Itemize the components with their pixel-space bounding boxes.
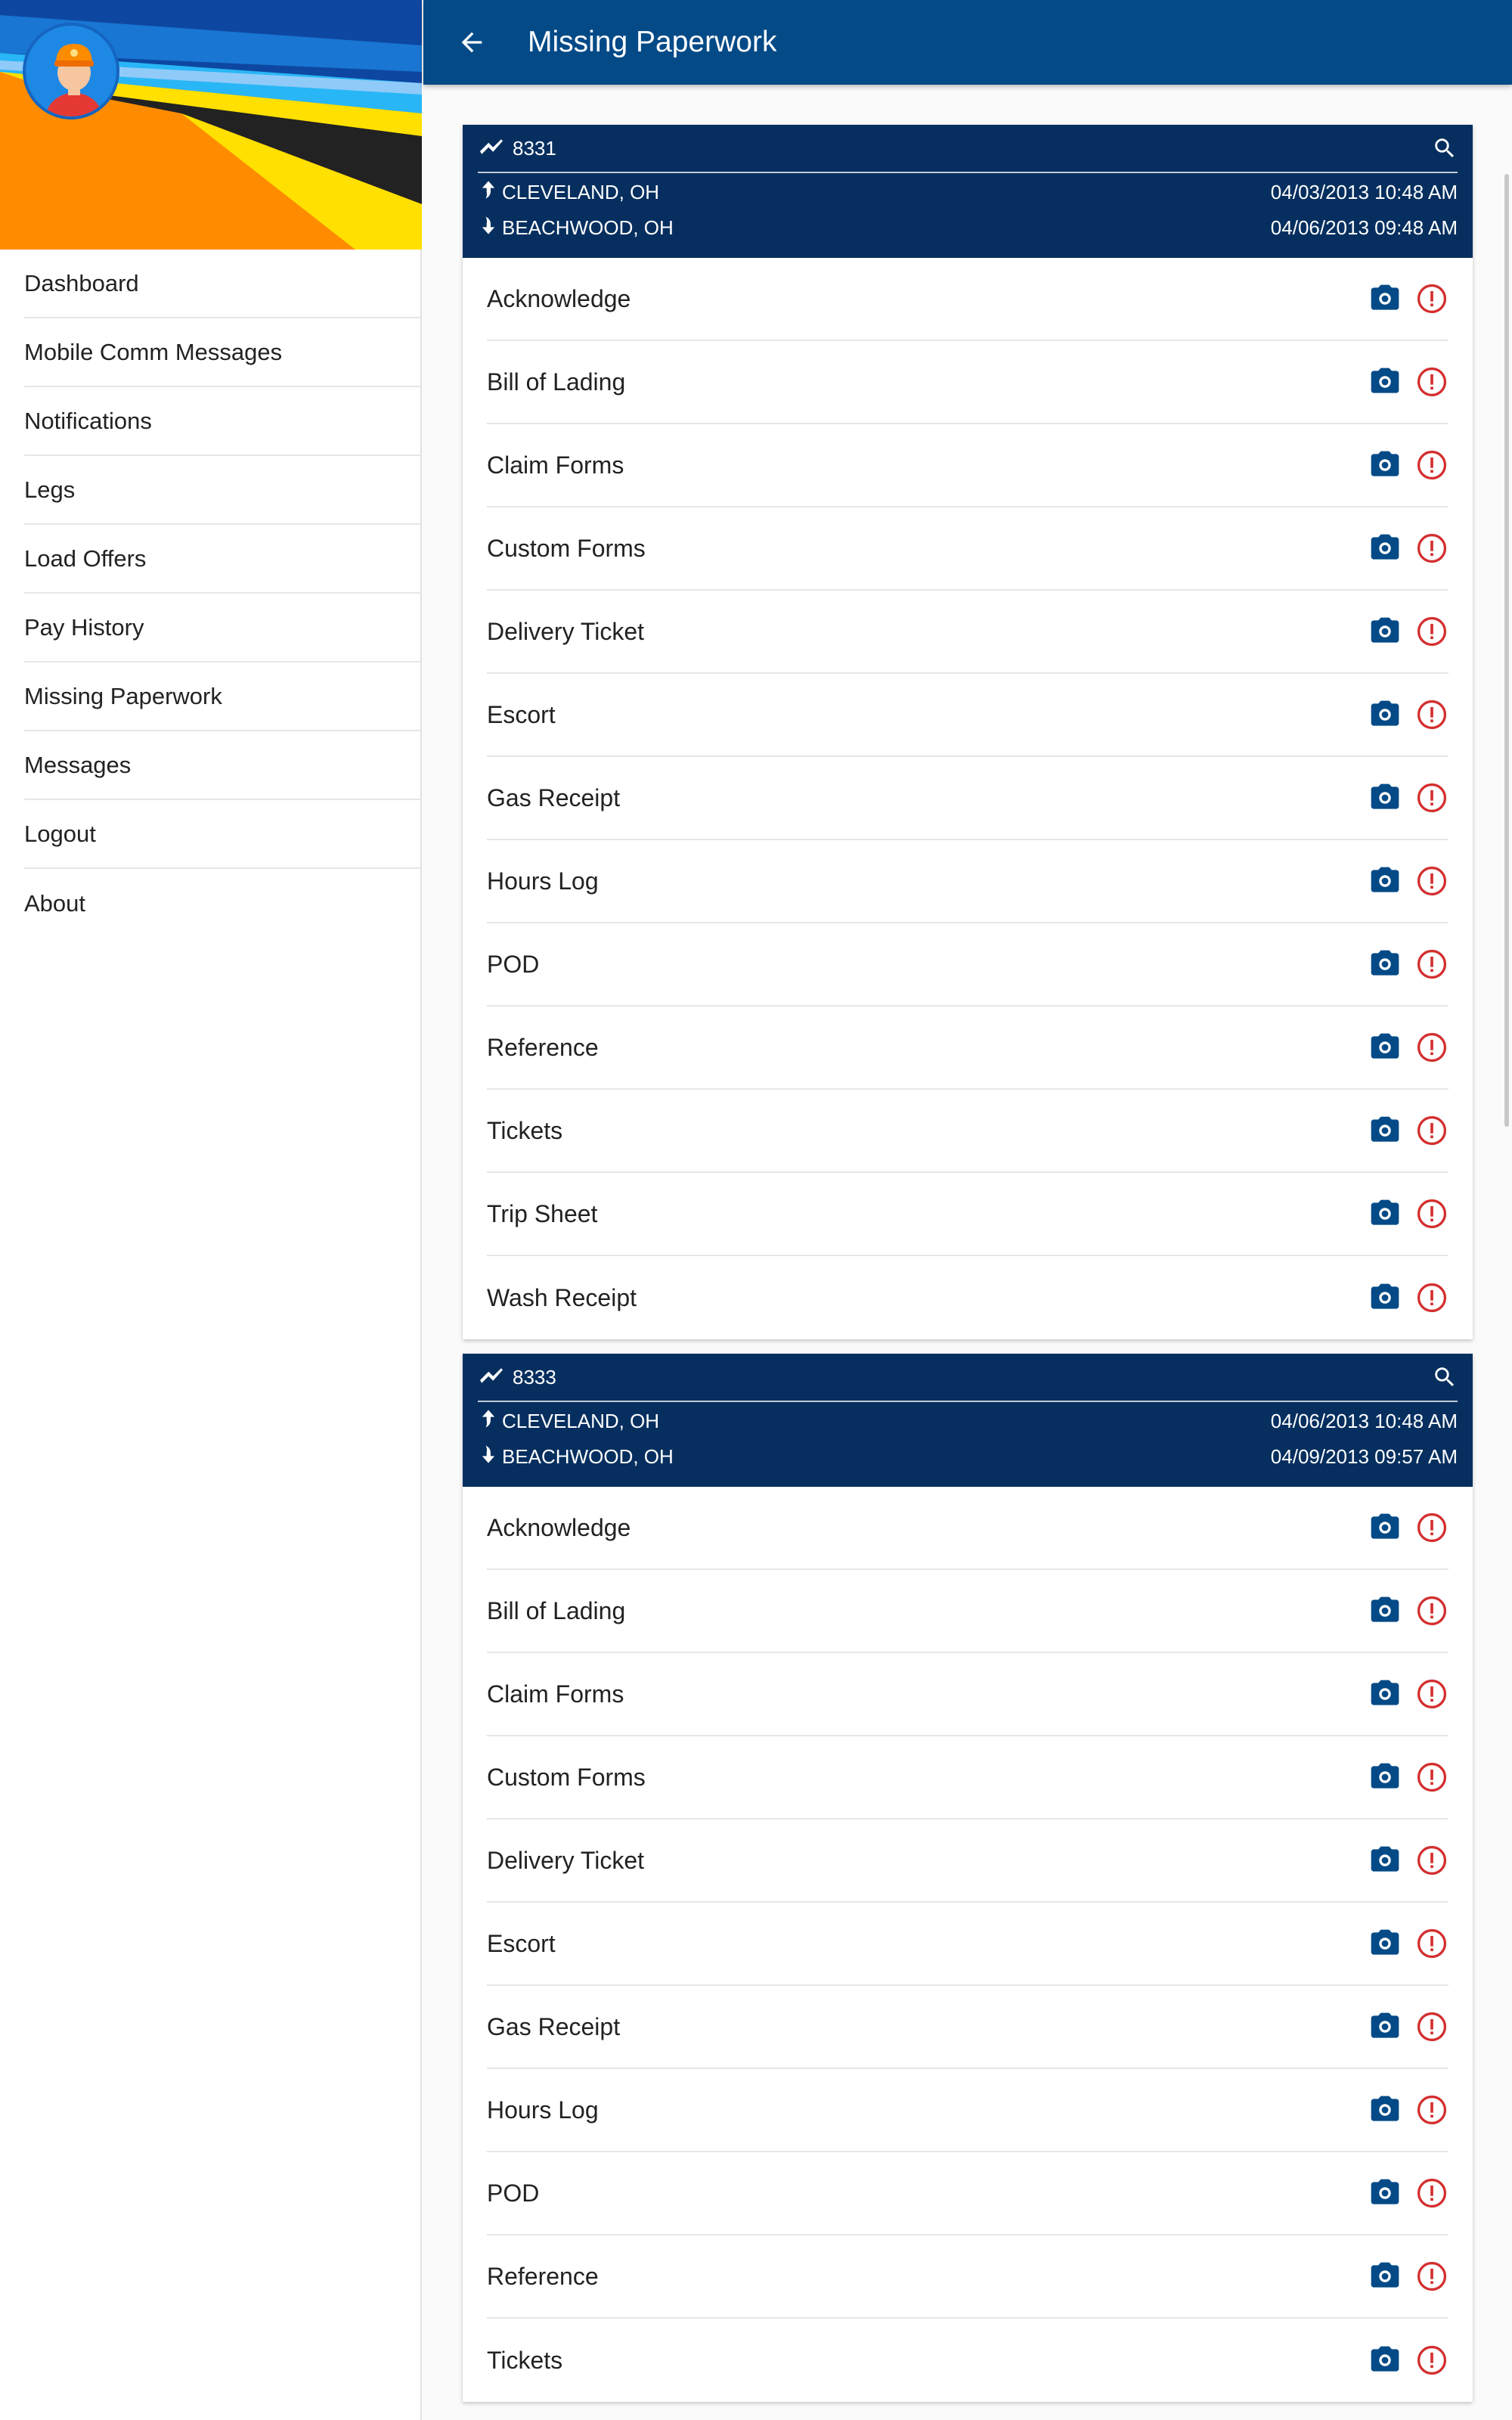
document-label: Wash Receipt xyxy=(487,1283,637,1311)
load-card xyxy=(463,1354,1473,2402)
document-label: Acknowledge xyxy=(487,1513,631,1541)
alert-icon[interactable] xyxy=(1415,448,1448,482)
document-label: Claim Forms xyxy=(487,1680,624,1708)
camera-icon[interactable] xyxy=(1368,1197,1402,1230)
alert-icon[interactable] xyxy=(1415,1197,1448,1230)
document-label: Escort xyxy=(487,1929,556,1957)
destination-city: BEACHWOOD, OH xyxy=(502,1444,674,1468)
app-bar xyxy=(423,0,1512,85)
document-row xyxy=(487,757,1448,840)
camera-icon[interactable] xyxy=(1368,2093,1402,2127)
document-label: Claim Forms xyxy=(487,451,624,479)
search-icon[interactable] xyxy=(1432,135,1458,161)
document-actions xyxy=(1368,282,1448,315)
load-number: 8333 xyxy=(513,1365,556,1388)
load-number: 8331 xyxy=(513,136,556,160)
delivery-arrow-icon xyxy=(478,1442,499,1472)
document-row xyxy=(487,258,1448,341)
document-row xyxy=(487,1986,1448,2069)
document-actions xyxy=(1368,1844,1448,1877)
document-row xyxy=(487,424,1448,507)
document-label: Delivery Ticket xyxy=(487,617,645,645)
alert-icon[interactable] xyxy=(1415,698,1448,731)
nav-item-notifications[interactable]: Notifications xyxy=(24,387,420,456)
origin-date: 04/03/2013 10:48 AM xyxy=(1270,180,1458,203)
alert-icon[interactable] xyxy=(1415,2260,1448,2293)
camera-icon[interactable] xyxy=(1368,1844,1402,1877)
document-row xyxy=(487,2319,1448,2402)
camera-icon[interactable] xyxy=(1368,1114,1402,1147)
document-label: Hours Log xyxy=(487,2096,599,2124)
destination-row xyxy=(478,210,1458,245)
document-actions xyxy=(1368,781,1448,814)
document-row xyxy=(487,840,1448,923)
document-row xyxy=(487,1173,1448,1256)
document-label: Reference xyxy=(487,1033,599,1061)
document-label: Trip Sheet xyxy=(487,1199,598,1227)
document-row xyxy=(487,1653,1448,1736)
alert-icon[interactable] xyxy=(1415,2344,1448,2377)
document-label: POD xyxy=(487,2179,540,2207)
load-number-row xyxy=(478,1354,1458,1402)
camera-icon[interactable] xyxy=(1368,2010,1402,2043)
alert-icon[interactable] xyxy=(1415,1031,1448,1064)
document-actions xyxy=(1368,2260,1448,2293)
document-row xyxy=(487,1736,1448,1820)
nav-item-messages[interactable]: Messages xyxy=(24,731,420,800)
load-number-row xyxy=(478,125,1458,173)
document-row xyxy=(487,591,1448,674)
search-icon[interactable] xyxy=(1432,1364,1458,1390)
document-label: Tickets xyxy=(487,2346,563,2374)
camera-icon[interactable] xyxy=(1368,2344,1402,2377)
document-actions xyxy=(1368,448,1448,482)
document-actions xyxy=(1368,864,1448,898)
camera-icon[interactable] xyxy=(1368,282,1402,315)
destination-date: 04/06/2013 09:48 AM xyxy=(1270,216,1458,239)
page-title: Missing Paperwork xyxy=(528,26,777,58)
document-row xyxy=(487,1820,1448,1903)
alert-icon[interactable] xyxy=(1415,1844,1448,1877)
document-actions xyxy=(1368,1281,1448,1314)
document-row xyxy=(487,341,1448,424)
document-list xyxy=(463,1487,1473,2402)
load-card-header[interactable] xyxy=(463,125,1473,258)
document-row xyxy=(487,1903,1448,1986)
nav-item-about[interactable]: About xyxy=(24,889,86,917)
nav-item-load-offers[interactable]: Load Offers xyxy=(24,525,420,594)
camera-icon[interactable] xyxy=(1368,1031,1402,1064)
alert-icon[interactable] xyxy=(1415,365,1448,399)
nav-item-pay-history[interactable]: Pay History xyxy=(24,594,420,662)
camera-icon[interactable] xyxy=(1368,1281,1402,1314)
document-actions xyxy=(1368,532,1448,565)
document-label: Delivery Ticket xyxy=(487,1846,645,1874)
document-actions xyxy=(1368,698,1448,731)
document-actions xyxy=(1368,615,1448,648)
document-label: Gas Receipt xyxy=(487,783,621,811)
alert-icon[interactable] xyxy=(1415,282,1448,315)
arrow-back-icon xyxy=(457,27,487,57)
document-actions xyxy=(1368,1031,1448,1064)
camera-icon[interactable] xyxy=(1368,532,1402,565)
document-row xyxy=(487,1570,1448,1653)
document-actions xyxy=(1368,1114,1448,1147)
alert-icon[interactable] xyxy=(1415,2010,1448,2043)
load-card-header[interactable] xyxy=(463,1354,1473,1487)
document-label: POD xyxy=(487,950,540,978)
document-actions xyxy=(1368,1197,1448,1230)
alert-icon[interactable] xyxy=(1415,1114,1448,1147)
back-button[interactable] xyxy=(423,0,520,85)
load-card xyxy=(463,125,1473,1339)
camera-icon[interactable] xyxy=(1368,1927,1402,1960)
alert-icon[interactable] xyxy=(1415,1761,1448,1794)
document-row xyxy=(487,2069,1448,2152)
alert-icon[interactable] xyxy=(1415,1677,1448,1711)
pickup-arrow-icon xyxy=(478,178,499,207)
document-actions xyxy=(1368,2344,1448,2377)
document-actions xyxy=(1368,1677,1448,1711)
document-actions xyxy=(1368,1594,1448,1627)
document-actions xyxy=(1368,2093,1448,2127)
document-label: Custom Forms xyxy=(487,1763,646,1791)
document-label: Hours Log xyxy=(487,867,599,895)
alert-icon[interactable] xyxy=(1415,2093,1448,2127)
user-avatar[interactable] xyxy=(23,23,119,119)
content-area xyxy=(423,85,1512,2420)
document-row xyxy=(487,674,1448,757)
document-row xyxy=(487,2152,1448,2235)
document-label: Custom Forms xyxy=(487,534,646,562)
alert-icon[interactable] xyxy=(1415,948,1448,981)
camera-icon[interactable] xyxy=(1368,365,1402,399)
nav-item-missing-paperwork[interactable]: Missing Paperwork xyxy=(24,662,420,731)
document-actions xyxy=(1368,2010,1448,2043)
destination-city: BEACHWOOD, OH xyxy=(502,216,674,239)
destination-date: 04/09/2013 09:57 AM xyxy=(1270,1444,1458,1468)
camera-icon[interactable] xyxy=(1368,948,1402,981)
document-label: Acknowledge xyxy=(487,284,631,312)
trending-icon xyxy=(478,1362,505,1393)
alert-icon[interactable] xyxy=(1415,1281,1448,1314)
document-row xyxy=(487,2235,1448,2319)
nav-item-logout[interactable]: Logout xyxy=(24,800,420,869)
document-label: Reference xyxy=(487,2262,599,2290)
camera-icon[interactable] xyxy=(1368,1594,1402,1627)
origin-row xyxy=(478,1404,1458,1438)
document-actions xyxy=(1368,365,1448,399)
document-row xyxy=(487,1256,1448,1339)
navigation-drawer xyxy=(0,0,422,2420)
alert-icon[interactable] xyxy=(1415,615,1448,648)
alert-icon[interactable] xyxy=(1415,781,1448,814)
document-list xyxy=(463,258,1473,1339)
alert-icon[interactable] xyxy=(1415,864,1448,898)
origin-row xyxy=(478,175,1458,209)
document-row xyxy=(487,1007,1448,1090)
document-label: Bill of Lading xyxy=(487,368,626,396)
document-actions xyxy=(1368,948,1448,981)
document-row xyxy=(487,1487,1448,1570)
origin-city: CLEVELAND, OH xyxy=(502,180,660,203)
alert-icon[interactable] xyxy=(1415,1511,1448,1544)
document-row xyxy=(487,507,1448,591)
document-actions xyxy=(1368,1511,1448,1544)
camera-icon[interactable] xyxy=(1368,1511,1402,1544)
destination-row xyxy=(478,1439,1458,1474)
alert-icon[interactable] xyxy=(1415,1594,1448,1627)
document-label: Escort xyxy=(487,700,556,728)
origin-date: 04/06/2013 10:48 AM xyxy=(1270,1409,1458,1432)
camera-icon[interactable] xyxy=(1368,1677,1402,1711)
camera-icon[interactable] xyxy=(1368,781,1402,814)
document-label: Gas Receipt xyxy=(487,2012,621,2040)
scrollbar[interactable] xyxy=(1504,174,1509,1127)
document-label: Tickets xyxy=(487,1116,563,1144)
document-label: Bill of Lading xyxy=(487,1596,626,1624)
nav-item-dashboard[interactable]: Dashboard xyxy=(24,250,420,318)
document-actions xyxy=(1368,1761,1448,1794)
camera-icon[interactable] xyxy=(1368,1761,1402,1794)
alert-icon[interactable] xyxy=(1415,532,1448,565)
document-row xyxy=(487,1090,1448,1173)
document-row xyxy=(487,923,1448,1007)
camera-icon[interactable] xyxy=(1368,698,1402,731)
alert-icon[interactable] xyxy=(1415,1927,1448,1960)
trending-icon xyxy=(478,133,505,164)
nav-item-legs[interactable]: Legs xyxy=(24,456,420,525)
drawer-banner xyxy=(0,0,422,250)
camera-icon[interactable] xyxy=(1368,2260,1402,2293)
document-actions xyxy=(1368,2176,1448,2210)
drawer-menu xyxy=(0,250,420,938)
alert-icon[interactable] xyxy=(1415,2176,1448,2210)
pickup-arrow-icon xyxy=(478,1407,499,1436)
origin-city: CLEVELAND, OH xyxy=(502,1409,660,1432)
nav-item-mobile-comm-messages[interactable]: Mobile Comm Messages xyxy=(24,318,420,387)
camera-icon[interactable] xyxy=(1368,864,1402,898)
document-actions xyxy=(1368,1927,1448,1960)
camera-icon[interactable] xyxy=(1368,448,1402,482)
camera-icon[interactable] xyxy=(1368,615,1402,648)
camera-icon[interactable] xyxy=(1368,2176,1402,2210)
delivery-arrow-icon xyxy=(478,213,499,243)
